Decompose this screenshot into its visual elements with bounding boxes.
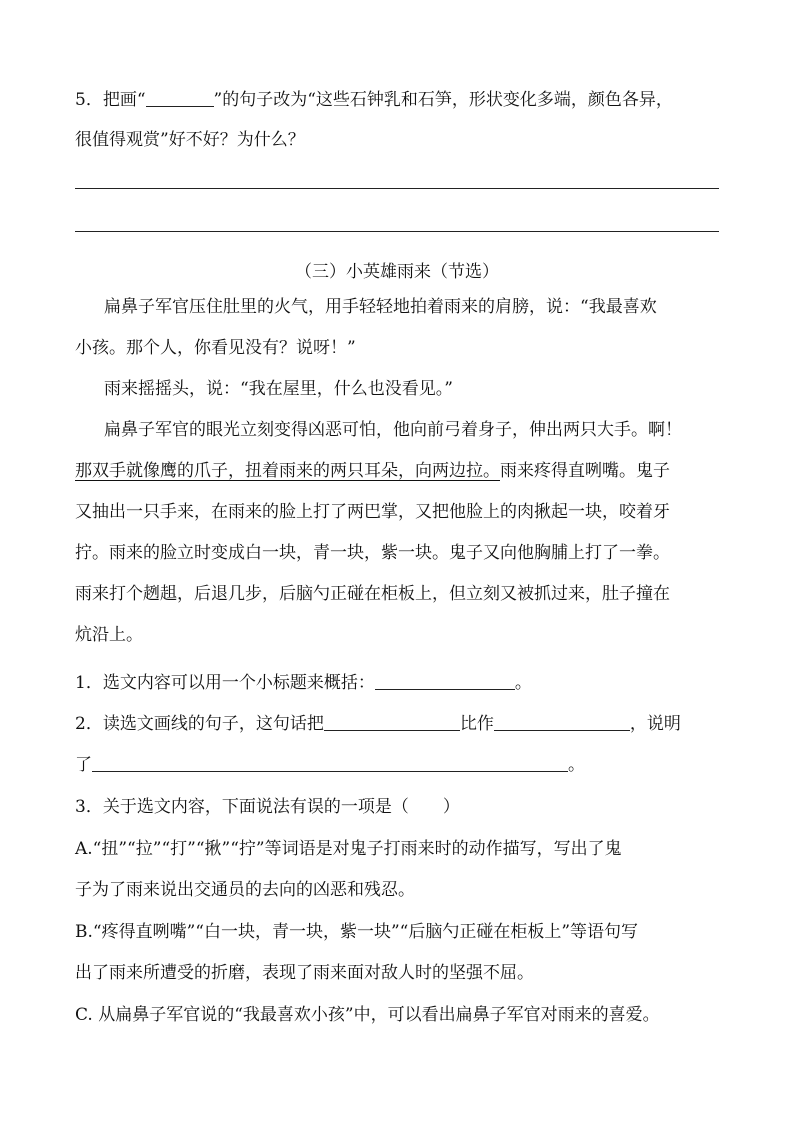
passage-p1-line-2: 小孩。那个人，你看见没有？说呀！” — [75, 338, 356, 358]
q1-end: 。 — [514, 673, 532, 693]
section-title: （三）小英雄雨来（节选） — [295, 262, 499, 282]
passage-p3-line-3: 又抽出一只手来，在雨来的脸上打了两巴掌，又把他脸上的肉揪起一块，咬着牙 — [75, 502, 670, 522]
q5-line-2: 很值得观赏”好不好？为什么？ — [75, 130, 305, 150]
q2-blank-2[interactable] — [494, 713, 630, 731]
q2-text-c: ，说明 — [629, 714, 681, 734]
q3-line: 3．关于选文内容，下面说法有误的一项是（ ） — [75, 797, 460, 817]
q2-line-2-b: 。 — [568, 755, 585, 775]
passage-p3-line-5: 雨来打个趔趄，后退几步，后脑勺正碰在柜板上，但立刻又被抓过来，肚子撞在 — [75, 584, 670, 604]
option-b-line-2: 出了雨来所遭受的折磨，表现了雨来面对敌人时的坚强不屈。 — [75, 963, 534, 983]
answer-line-1[interactable] — [75, 188, 719, 189]
passage-p3-line-6: 炕沿上。 — [75, 625, 143, 645]
option-a-line-2: 子为了雨来说出交通员的去向的凶恶和残忍。 — [75, 880, 415, 900]
q2-blank-1[interactable] — [324, 713, 460, 731]
passage-p3-line-4: 拧。雨来的脸立时变成白一块，青一块，紫一块。鬼子又向他胸脯上打了一拳。 — [75, 543, 670, 563]
underlined-sentence: 那双手就像鹰的爪子，扭着雨来的两只耳朵，向两边拉。 — [75, 461, 500, 481]
option-c-line-1: C. 从扁鼻子军官说的“我最喜欢小孩”中，可以看出扁鼻子军官对雨来的喜爱。 — [75, 1005, 660, 1025]
option-a-line-1: A.“扭”“拉”“打”“揪”“拧”等词语是对鬼子打雨来时的动作描写，写出了鬼 — [75, 839, 622, 859]
q5-line-1 — [75, 89, 720, 110]
option-b-line-1: B.“疼得直咧嘴”“白一块，青一块，紫一块”“后脑勺正碰在柜板上”等语句写 — [75, 922, 639, 942]
q2-text-b: 比作 — [459, 714, 494, 734]
q1-blank[interactable] — [375, 672, 515, 690]
answer-line-2[interactable] — [75, 231, 719, 232]
q5-text-a: 5．把画“ — [75, 90, 146, 110]
passage-p3-line-2 — [75, 461, 720, 481]
q5-blank — [146, 89, 214, 107]
q2-blank-3[interactable] — [92, 754, 568, 772]
passage-p2-line-1: 雨来摇摇头，说：“我在屋里，什么也没看见。” — [104, 379, 453, 399]
q5-text-b: ”的句子改为“这些石钟乳和石笋，形状变化多端，颜色各异， — [213, 90, 673, 110]
passage-p3-line-1: 扁鼻子军官的眼光立刻变得凶恶可怕，他向前弓着身子，伸出两只大手。啊！ — [104, 420, 682, 440]
q2-line-1 — [75, 713, 720, 734]
q1-line — [75, 672, 720, 693]
q2-line-2-a: 了 — [75, 755, 92, 775]
q2-line-2 — [75, 754, 720, 775]
passage-p1-line-1: 扁鼻子军官压住肚里的火气，用手轻轻地拍着雨来的肩膀，说：“我最喜欢 — [104, 297, 657, 317]
passage-p3-line-2-rest: 雨来疼得直咧嘴。鬼子 — [500, 461, 670, 481]
q2-text-a: 2．读选文画线的句子，这句话把 — [75, 714, 324, 734]
q1-text: 1．选文内容可以用一个小标题来概括： — [75, 673, 375, 693]
